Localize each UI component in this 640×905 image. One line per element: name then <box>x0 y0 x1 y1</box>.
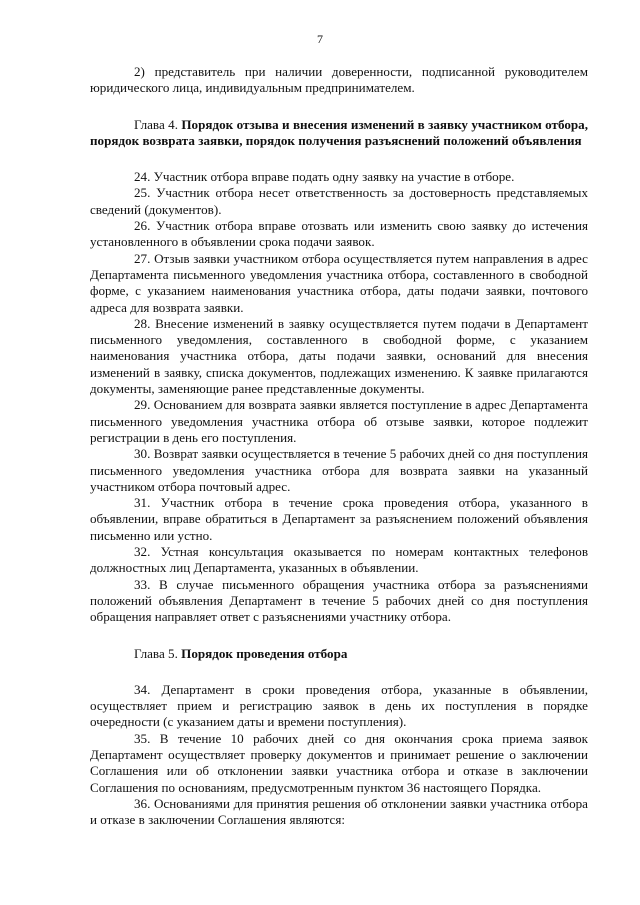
paragraph-27: 27. Отзыв заявки участником отбора осуществляется путем направления в адрес Департамента письменного уведомления участника отбора, составленного в свободной форме, с указанием наименования участника отбора, даты подачи заявки, почтового адреса для возврата заявки. <box>90 250 588 315</box>
paragraph-32: 32. Устная консультация оказывается по номерам контактных телефонов должностных лиц Департамента, указанных в объявлении. <box>90 544 588 576</box>
paragraph-26: 26. Участник отбора вправе отозвать или изменить свою заявку до истечения установленного в объявлении срока подачи заявок. <box>90 218 588 250</box>
paragraph-30: 30. Возврат заявки осуществляется в течение 5 рабочих дней со дня поступления письменного уведомления участника отбора для возврата заявки на указанный участником отбора почтовый адрес. <box>90 446 588 494</box>
intro-paragraph: 2) представитель при наличии доверенности, подписанной руководителем юридического лица, индивидуальным предпринимателем. <box>90 64 588 96</box>
paragraph-29: 29. Основанием для возврата заявки является поступление в адрес Департамента письменного уведомления участника отбора об отзыве заявки, которое подлежит регистрации в день его поступления. <box>90 397 588 445</box>
chapter-4-title: Порядок отзыва и внесения изменений в заявку участником отбора, порядок возврата заявки, порядок получения разъяснений положений объявления <box>90 116 588 148</box>
chapter-5-title: Порядок проведения отбора <box>181 645 348 661</box>
document-body <box>90 64 588 828</box>
paragraph-35: 35. В течение 10 рабочих дней со дня окончания срока приема заявок Департамент осуществляет проверку документов и принимает решение о заключении Соглашения или об отклонении заявки участника отбора и отказе в заключении Соглашения по основаниям, предусмотренным пунктом 36 настоящего Порядка. <box>90 730 588 795</box>
paragraph-31: 31. Участник отбора в течение срока проведения отбора, указанного в объявлении, вправе обратиться в Департамент за разъяснением положений объявления письменно или устно. <box>90 495 588 543</box>
paragraph-33: 33. В случае письменного обращения участника отбора за разъяснениями положений объявления Департамент в течение 5 рабочих дней со дня поступления обращения направляет ответ с разъяснениями участнику отбора. <box>90 576 588 625</box>
chapter-4-label: Глава 4. <box>134 116 178 132</box>
chapter-4-heading <box>90 117 588 150</box>
paragraph-36: 36. Основаниями для принятия решения об отклонении заявки участника отбора и отказе в заключении Соглашения являются: <box>90 795 588 828</box>
paragraph-28: 28. Внесение изменений в заявку осуществляется путем подачи в Департамент письменного уведомления, составленного в свободной форме, с указанием наименования участника отбора, даты подачи заявки, оснований для внесения изменений в заявку, списка документов, подлежащих изменению. К заявке прилагаются документы, заменяющие ранее представленные документы. <box>90 315 588 397</box>
paragraph-25: 25. Участник отбора несет ответственность за достоверность представляемых сведений (документов). <box>90 185 588 217</box>
chapter-5-label: Глава 5. <box>134 645 178 661</box>
chapter-5-heading <box>90 646 588 662</box>
page-number: 7 <box>317 32 323 46</box>
paragraph-24: 24. Участник отбора вправе подать одну заявку на участие в отборе. <box>134 169 515 185</box>
paragraph-34: 34. Департамент в сроки проведения отбора, указанные в объявлении, осуществляет прием и регистрацию заявок в день их поступления в порядке очередности (с указанием даты и времени поступления). <box>90 681 588 730</box>
